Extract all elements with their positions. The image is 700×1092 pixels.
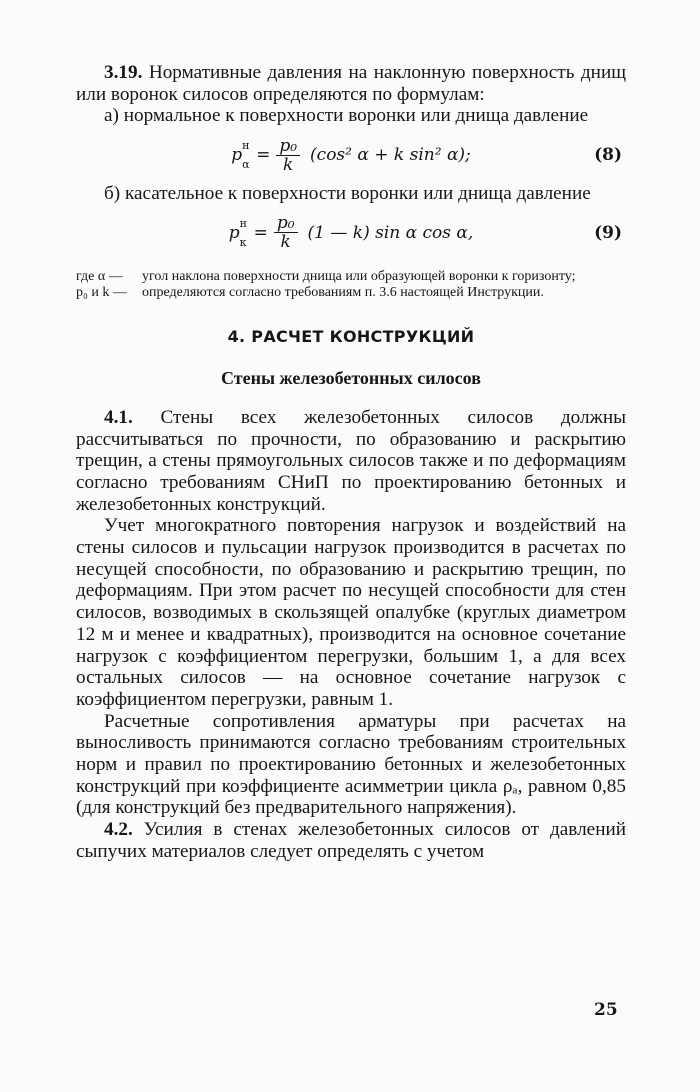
clause-text: Нормативные давления на наклонную поверхность днищ или воронок силосов определяются по формулам: bbox=[76, 62, 626, 105]
formula-8-lhs: p н α bbox=[231, 139, 250, 172]
formula-9-rest: (1 — k) sin α cos α, bbox=[307, 222, 474, 243]
formula-9-lhs: p н к bbox=[228, 216, 247, 249]
paragraph-4-1-resistance: Расчетные сопротивления арматуры при расчетах на выносливость принимаются согласно требованиям строительных норм и правил по проектированию бетонных и железобетонных конструкций при коэффициенте асимметрии цикла ρₐ, равном 0,85 (для конструкций без предварительного напряжения). bbox=[76, 710, 626, 819]
definition-alpha: где α — угол наклона поверхности днища или образующей воронки к горизонту; bbox=[76, 268, 576, 284]
section-title: 4. РАСЧЕТ КОНСТРУКЦИЙ bbox=[227, 326, 475, 346]
clause-text: Усилия в стенах железобетонных силосов от давлений сыпучих материалов следует определять с учетом bbox=[76, 819, 626, 862]
clause-number: 3.19. bbox=[104, 62, 143, 83]
page-body bbox=[76, 62, 626, 863]
clause-text: Стены всех железобетонных силосов должны рассчитываться по прочности, по образованию и раскрытию трещин, а стены прямоугольных силосов также и по деформациям согласно требованиям СНиП по проектированию бетонных и железобетонных конструкций. bbox=[76, 406, 626, 515]
paragraph-4-1 bbox=[76, 407, 626, 516]
clause-number: 4.1. bbox=[104, 406, 133, 428]
page-number: 25 bbox=[594, 1000, 618, 1020]
equals-sign: = bbox=[256, 145, 271, 166]
clause-number: 4.2. bbox=[104, 819, 133, 841]
paragraph-4-1-loads: Учет многократного повторения нагрузок и воздействий на стены силосов и пульсации нагрузок производится в расчетах по несущей способности, по образованию и раскрытию трещин, по деформациям. При этом расчет по несущей способности для стен силосов, возводимых в скользящей опалубке (круглых диаметром 12 м и менее и квадратных), производится на основное сочетание нагрузок с коэффициентом перегрузки, большим 1, а для всех остальных силосов — на основное сочетание нагрузок с коэффициентом перегрузки, равным 1. bbox=[76, 515, 626, 710]
definition-p0-k: p₀ и k — определяются согласно требованиям п. 3.6 настоящей Инструкции. bbox=[76, 284, 544, 300]
paragraph-4-2 bbox=[76, 819, 626, 862]
equation-number-9: (9) bbox=[594, 222, 622, 243]
formula-9 bbox=[76, 205, 626, 261]
equation-number-8: (8) bbox=[594, 145, 622, 166]
formula-8-rest: (cos² α + k sin² α); bbox=[310, 145, 471, 166]
fraction: $\frac{\text{p₀}}{k}$ bbox=[274, 214, 298, 251]
equals-sign: = bbox=[253, 222, 268, 243]
paragraph-3-19 bbox=[76, 62, 626, 105]
fraction: $\frac{\text{p₀}}{k}$ bbox=[276, 137, 300, 174]
formula-8 bbox=[76, 127, 626, 183]
item-a: а) нормальное к поверхности воронки или днища давление bbox=[104, 105, 589, 127]
item-b: б) касательное к поверхности воронки или днища давление bbox=[104, 183, 591, 205]
symbol-definitions bbox=[76, 269, 626, 301]
subsection-title: Стены железобетонных силосов bbox=[221, 367, 481, 388]
